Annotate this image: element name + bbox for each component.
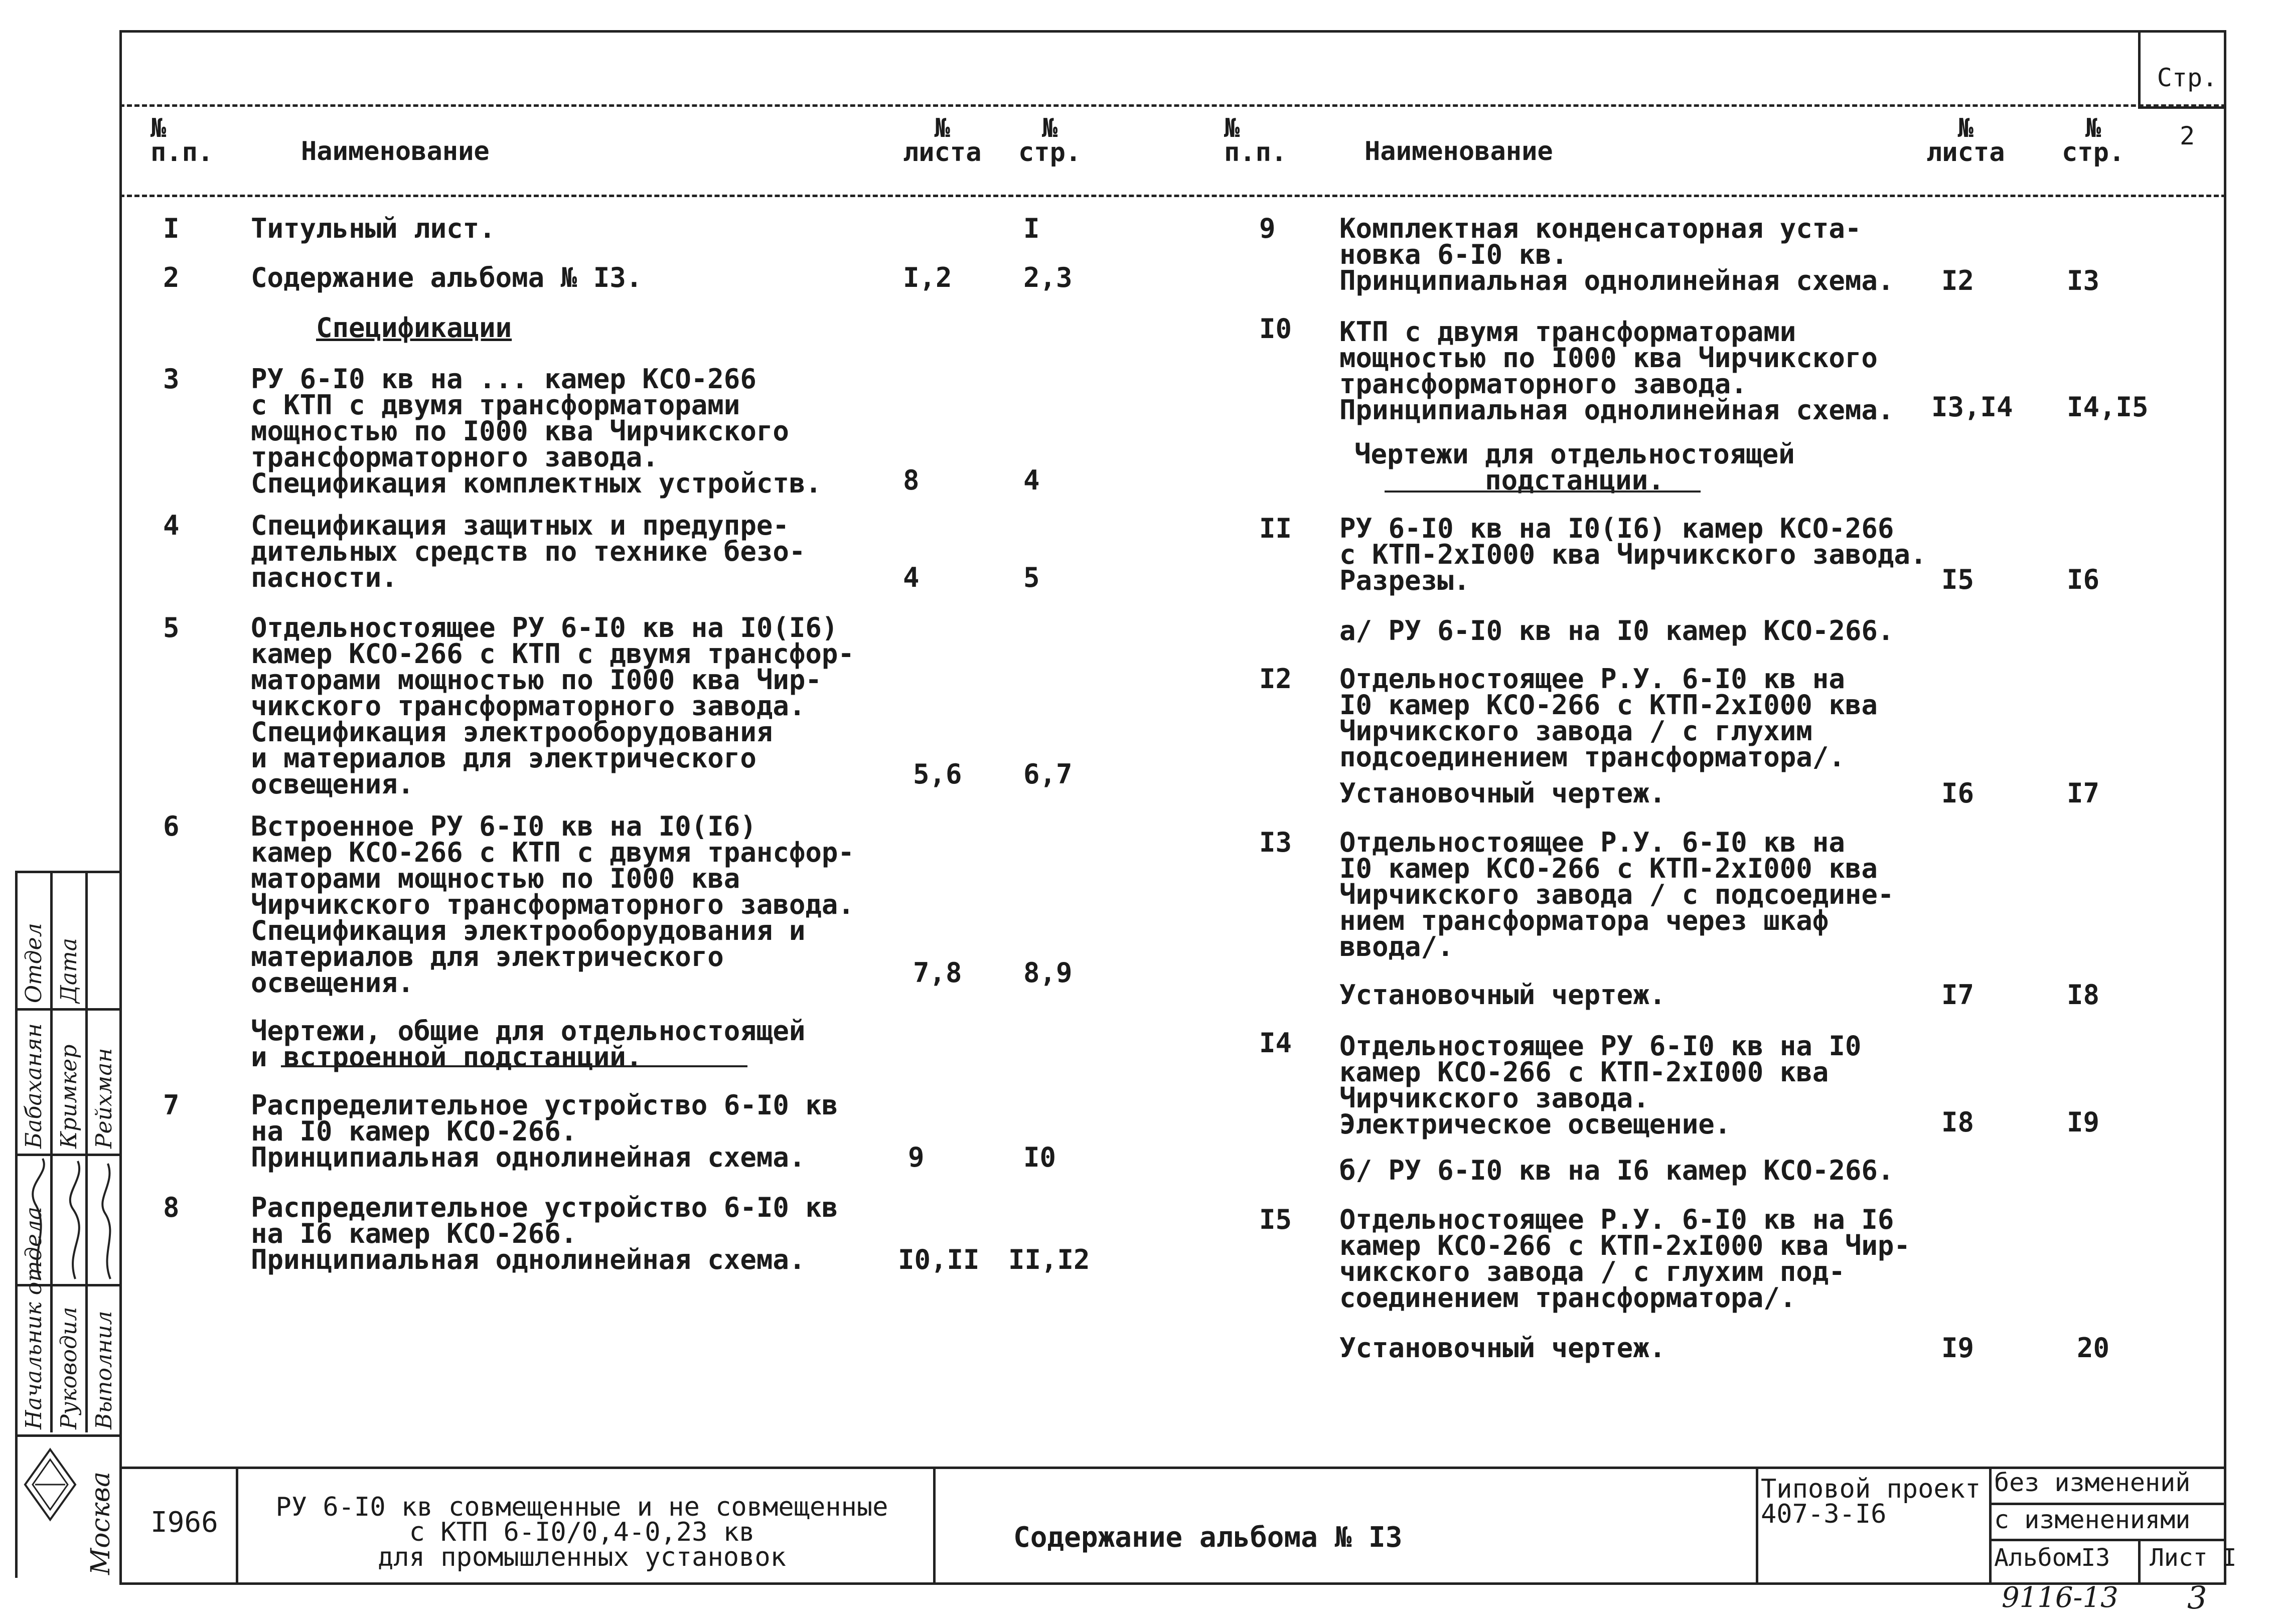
list-item-sheet: 5,6 xyxy=(913,758,962,790)
list-item-no: I0 xyxy=(1259,313,1292,345)
list-item-no: I xyxy=(163,213,180,244)
stamp-name: Кримкер xyxy=(56,1044,82,1149)
list-item-sheet: 4 xyxy=(903,562,920,593)
page-box-border xyxy=(2138,30,2141,108)
stamp-col-label: Отдел xyxy=(21,923,47,1003)
list-item-text: Установочный чертеж. xyxy=(1339,979,1666,1011)
tb-divider xyxy=(2138,1539,2141,1585)
page-box-number: 2 xyxy=(2179,121,2195,150)
stamp-role: Выполнил xyxy=(91,1311,117,1429)
list-item-no: 9 xyxy=(1259,213,1276,244)
list-item-sheet: I5 xyxy=(1941,564,1975,595)
list-item-sheet: I7 xyxy=(1941,979,1975,1011)
header-right-sheet: № листа xyxy=(1926,113,2005,168)
header-left-name: Наименование xyxy=(301,136,490,167)
list-item-text: Встроенное РУ 6-I0 кв на I0(I6) камер КСО-266 с КТП с двумя трансфор- маторами мощностью по I000 ква Чирчикского трансформаторного завода. Спецификация электрооборудования и материалов для электрического освещения. xyxy=(251,810,854,999)
section-heading: Чертежи, общие для отдельностоящей и встроенной подстанций. xyxy=(251,1015,806,1073)
header-left-page: № стр. xyxy=(1018,113,1082,168)
list-item-text: Отдельностоящее РУ 6-I0 кв на I0(I6) камер КСО-266 с КТП с двумя трансфор- маторами мощностью по I000 ква Чир- чикского трансформаторного завода. Спецификация электрооборудования и материалов для электрического освещения. xyxy=(251,612,854,800)
signatures xyxy=(15,1154,120,1284)
list-item-sheet: I,2 xyxy=(903,262,952,293)
list-item-sheet: 8 xyxy=(903,464,920,496)
subsection-heading: а/ РУ 6-I0 кв на I0 камер КСО-266. xyxy=(1339,615,1894,646)
list-item-page: I4,I5 xyxy=(2067,391,2149,423)
stamp-row xyxy=(15,1434,120,1437)
section-heading: Спецификации xyxy=(316,312,512,344)
header-left-no: № п.п. xyxy=(150,113,214,168)
list-item-sheet: I9 xyxy=(1941,1332,1975,1364)
section-underline xyxy=(1385,491,1701,493)
list-item-page: I3 xyxy=(2067,265,2100,296)
archive-page: 3 xyxy=(2187,1579,2207,1616)
subsection-heading: б/ РУ 6-I0 кв на I6 камер КСО-266. xyxy=(1339,1155,1894,1186)
list-item-sheet: 7,8 xyxy=(913,957,962,989)
section-heading: Чертежи для отдельностоящей подстанции. xyxy=(1354,438,1795,496)
list-item-no: 7 xyxy=(163,1089,180,1121)
list-item-page: I7 xyxy=(2067,777,2100,809)
list-item-page: I9 xyxy=(2067,1106,2100,1138)
list-item-no: 2 xyxy=(163,262,180,293)
tb-divider xyxy=(1989,1467,1992,1585)
list-item-page: I0 xyxy=(1023,1142,1056,1173)
header-top-rule xyxy=(119,104,2226,107)
header-left-sheet: № листа xyxy=(903,113,982,168)
tb-no-changes: без изменений xyxy=(1994,1468,2191,1497)
list-item-no: I5 xyxy=(1259,1204,1292,1235)
stamp-row xyxy=(15,1008,120,1011)
header-bottom-rule xyxy=(119,195,2226,197)
list-item-no: I4 xyxy=(1259,1027,1292,1059)
header-right-name: Наименование xyxy=(1364,136,1553,167)
list-item-sheet: 9 xyxy=(908,1142,925,1173)
stamp-city: Москва xyxy=(86,1472,116,1575)
list-item-no: I3 xyxy=(1259,827,1292,858)
list-item-sheet: I3,I4 xyxy=(1931,391,2013,423)
tb-project-title: РУ 6-I0 кв совмещенные и не совмещенные с КТП 6-I0/0,4-0,23 кв для промышленных установок xyxy=(275,1492,888,1572)
archive-code: 9116-13 xyxy=(2002,1581,2118,1614)
list-item-no: I2 xyxy=(1259,663,1292,695)
list-item-page: 8,9 xyxy=(1023,957,1073,989)
list-item-text: Распределительное устройство 6-I0 кв на I0 камер КСО-266. Принципиальная однолинейная схема. xyxy=(251,1089,838,1173)
stamp-role: Руководил xyxy=(56,1307,82,1429)
list-item-text: Спецификация защитных и предупре- дительных средств по технике безо- пасности. xyxy=(251,510,806,593)
list-item-page: 20 xyxy=(2077,1332,2110,1364)
list-item-no: II xyxy=(1259,513,1292,544)
tb-year: I966 xyxy=(150,1506,218,1539)
list-item-text: Отдельностоящее РУ 6-I0 кв на I0 камер КСО-266 с КТП-2хI000 ква Чирчикского завода. Электрическое освещение. xyxy=(1339,1030,1862,1140)
list-item-no: 4 xyxy=(163,510,180,541)
header-right-no: № п.п. xyxy=(1224,113,1287,168)
list-item-no: 5 xyxy=(163,612,180,643)
stamp-name: Бабаханян xyxy=(21,1023,47,1149)
tb-album: АльбомI3 xyxy=(1994,1544,2110,1572)
page-box xyxy=(2152,34,2222,180)
stamp-top xyxy=(15,871,120,873)
tb-divider xyxy=(1756,1467,1758,1585)
list-item-text: Распределительное устройство 6-I0 кв на I6 камер КСО-266. Принципиальная однолинейная схема. xyxy=(251,1192,838,1275)
section-underline xyxy=(281,1065,747,1067)
tb-project-type: Типовой проект 407-3-I6 xyxy=(1761,1474,1981,1529)
page-box-label: Стр. xyxy=(2157,63,2218,92)
list-item-text: Комплектная конденсаторная уста- новка 6-I0 кв. Принципиальная однолинейная схема. xyxy=(1339,213,1894,296)
list-item-text: КТП с двумя трансформаторами мощностью по I000 ква Чирчикского трансформаторного завода. Принципиальная однолинейная схема. xyxy=(1339,316,1894,426)
list-item-sheet: I8 xyxy=(1941,1106,1975,1138)
stamp-name: Рейхман xyxy=(91,1048,117,1149)
list-item-sheet: I6 xyxy=(1941,777,1975,809)
list-item-text: Отдельностоящее Р.У. 6-I0 кв на I6 камер КСО-266 с КТП-2хI000 ква Чир- чикского завода / с глухим под- соединением трансформатора/. xyxy=(1339,1204,1910,1314)
stamp-col xyxy=(50,871,53,1432)
list-item-no: 6 xyxy=(163,810,180,842)
stamp-col xyxy=(85,871,88,1432)
header-right-page: № стр. xyxy=(2062,113,2125,168)
list-item-page: 2,3 xyxy=(1023,262,1073,293)
stamp-col-label: Дата xyxy=(56,938,82,1003)
list-item-sheet: I2 xyxy=(1941,265,1975,296)
list-item-text: РУ 6-I0 кв на I0(I6) камер КСО-266 с КТП-2хI000 ква Чирчикского завода. Разрезы. xyxy=(1339,513,1927,596)
title-block-top xyxy=(119,1467,2226,1469)
list-item-no: 8 xyxy=(163,1192,180,1223)
institute-logo xyxy=(20,1444,80,1525)
tb-sheet: Лист I xyxy=(2150,1544,2237,1572)
list-item-text: Содержание альбома № I3. xyxy=(251,262,643,293)
list-item-page: I6 xyxy=(2067,564,2100,595)
list-item-page: 6,7 xyxy=(1023,758,1073,790)
list-item-sheet: I0,II xyxy=(898,1244,980,1275)
tb-sheet-title: Содержание альбома № I3 xyxy=(1013,1521,1403,1554)
list-item-page: 5 xyxy=(1023,562,1040,593)
list-item-page: I8 xyxy=(2067,979,2100,1011)
tb-row xyxy=(1989,1539,2226,1541)
list-item-page: 4 xyxy=(1023,464,1040,496)
tb-divider xyxy=(933,1467,936,1585)
stamp-role: Начальник отдела xyxy=(21,1206,47,1429)
list-item-page: I xyxy=(1023,213,1040,244)
list-item-no: 3 xyxy=(163,363,180,395)
tb-with-changes: с изменениями xyxy=(1994,1505,2191,1534)
list-item-text: РУ 6-I0 кв на ... камер КСО-266 с КТП с двумя трансформаторами мощностью по I000 ква Чирчикского трансформаторного завода. Спецификация комплектных устройств. xyxy=(251,363,822,499)
list-item-text: Установочный чертеж. xyxy=(1339,777,1666,809)
tb-divider xyxy=(236,1467,238,1585)
list-item-text: Отдельностоящее Р.У. 6-I0 кв на I0 камер КСО-266 с КТП-2хI000 ква Чирчикского завода / с подсоедине- нием трансформатора через шкаф ввода/. xyxy=(1339,827,1894,962)
list-item-text: Титульный лист. xyxy=(251,213,496,244)
list-item-page: II,I2 xyxy=(1008,1244,1090,1275)
list-item-text: Отдельностоящее Р.У. 6-I0 кв на I0 камер КСО-266 с КТП-2хI000 ква Чирчикского завода / с глухим подсоединением трансформатора/. xyxy=(1339,663,1878,773)
list-item-text: Установочный чертеж. xyxy=(1339,1332,1666,1364)
